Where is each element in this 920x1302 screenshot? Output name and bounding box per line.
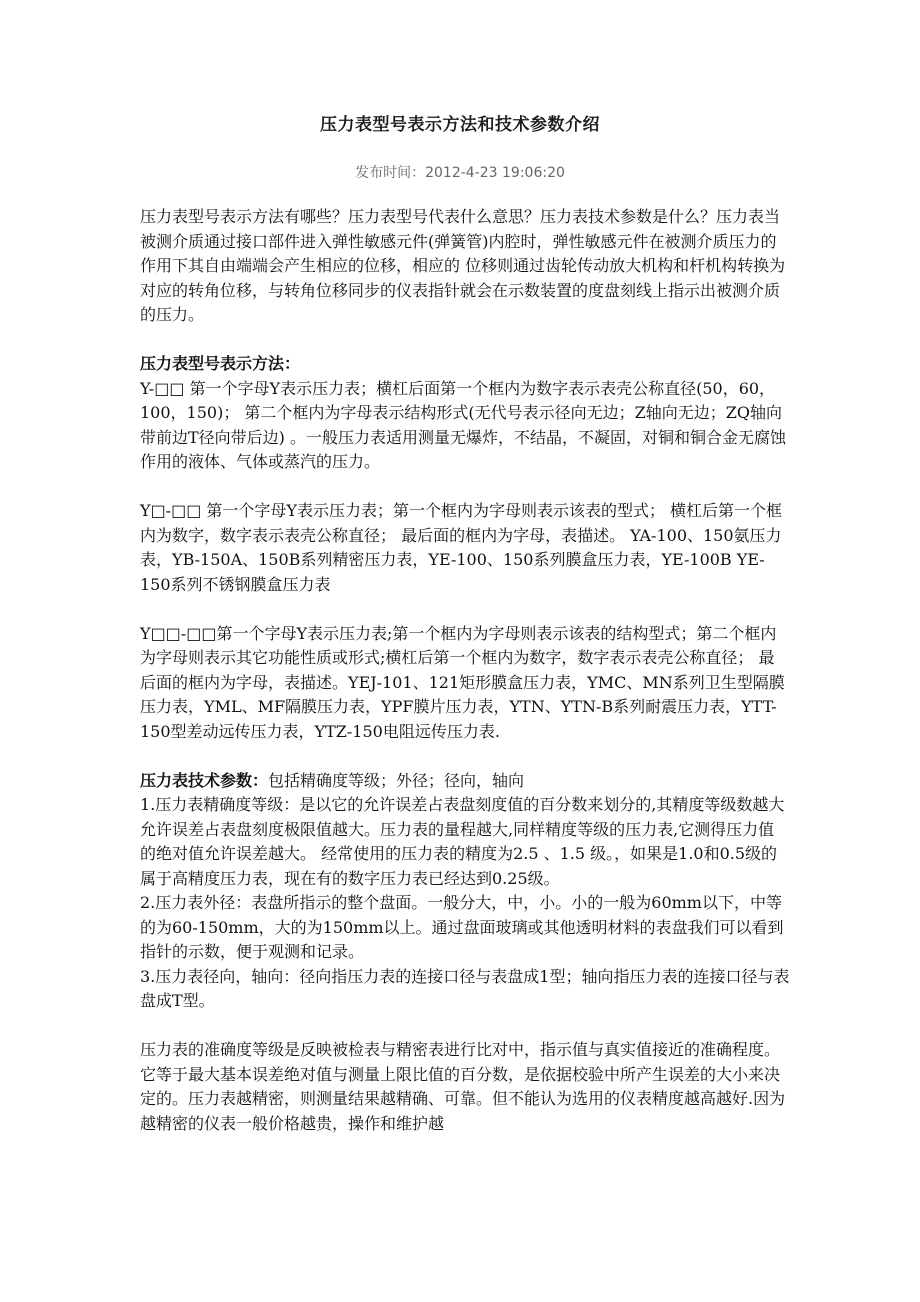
tech-heading-rest: 包括精确度等级；外径；径向，轴向 [268,770,525,790]
tech-item-3: 3.压力表径向，轴向：径向指压力表的连接口径与表盘成1型；轴向指压力表的连接口径与表盘成T型。 [140,966,790,1010]
accuracy-paragraph: 压力表的准确度等级是反映被检表与精密表进行比对中，指示值与真实值接近的准确程度。它等于最大基本误差绝对值与测量上限比值的百分数，是依据校验中所产生误差的大小来决定的。压力表越精密，则测量结果越精确、可靠。但不能认为选用的仪表精度越高越好.因为越精密的仪表一般价格越贵，操作和维护越 [140,1040,786,1133]
model-paragraph-2: Y□-□□ 第一个字母Y表示压力表；第一个框内为字母则表示该表的型式； 横杠后第一个框内为数字，数字表示表壳公称直径； 最后面的框内为字母，表描述。 YA-100、150氨压力表，YB-150A、150B系列精密压力表，YE-100、150系列膜盒压力表，YE-100B YE-150系列不锈钢膜盒压力表 [140,501,783,594]
model-heading: 压力表型号表示方法： [140,354,301,373]
article-body [140,205,790,1136]
model-paragraph-3: Y□□-□□第一个字母Y表示压力表;第一个框内为字母则表示该表的结构型式；第二个框内为字母则表示其它功能性质或形式;横杠后第一个框内为数字，数字表示表壳公称直径； 最后面的框内为字母，表描述。YEJ-101、121矩形膜盒压力表，YMC、MN系列卫生型隔膜压力表，YML、MF隔膜压力表，YPF膜片压力表，YTN、YTN-B系列耐震压力表，YTT-150型差动远传压力表，YTZ-150电阻远传压力表. [140,623,785,741]
publish-time: 发布时间：2012-4-23 19:06:20 [355,165,565,181]
tech-item-1: 1.压力表精确度等级：是以它的允许误差占表盘刻度值的百分数来划分的,其精度等级数越大允许误差占表盘刻度极限值越大。压力表的量程越大,同样精度等级的压力表,它测得压力值的绝对值允许误差越大。 经常使用的压力表的精度为2.5 、1.5 级。，如果是1.0和0.5级的属于高精度压力表，现在有的数字压力表已经达到0.25级。 [140,795,785,888]
tech-heading: 压力表技术参数： [140,770,269,790]
model-paragraph-1: Y-□□ 第一个字母Y表示压力表；横杠后面第一个框内为数字表示表壳公称直径(50，60，100，150)； 第二个框内为字母表示结构形式(无代号表示径向无边；Z轴向无边；ZQ轴向带前边T径向带后边) 。一般压力表适用测量无爆炸，不结晶，不凝固，对铜和铜合金无腐蚀作用的液体、气体或蒸汽的压力。 [140,378,787,471]
article-title: 压力表型号表示方法和技术参数介绍 [320,115,600,135]
intro-paragraph: 压力表型号表示方法有哪些？压力表型号代表什么意思？压力表技术参数是什么？压力表当被测介质通过接口部件进入弹性敏感元件(弹簧管)内腔时，弹性敏感元件在被测介质压力的作用下其自由端端会产生相应的位移，相应的 位移则通过齿轮传动放大机构和杆机构转换为对应的转角位移，与转角位移同步的仪表指针就会在示数装置的度盘刻线上指示出被测介质的压力。 [140,207,786,324]
tech-item-2: 2.压力表外径：表盘所指示的整个盘面。一般分大，中，小。小的一般为60mm以下，中等的为60-150mm，大的为150mm以上。通过盘面玻璃或其他透明材料的表盘我们可以看到指针的示数，便于观测和记录。 [140,893,784,961]
tech-heading-line [140,769,790,794]
